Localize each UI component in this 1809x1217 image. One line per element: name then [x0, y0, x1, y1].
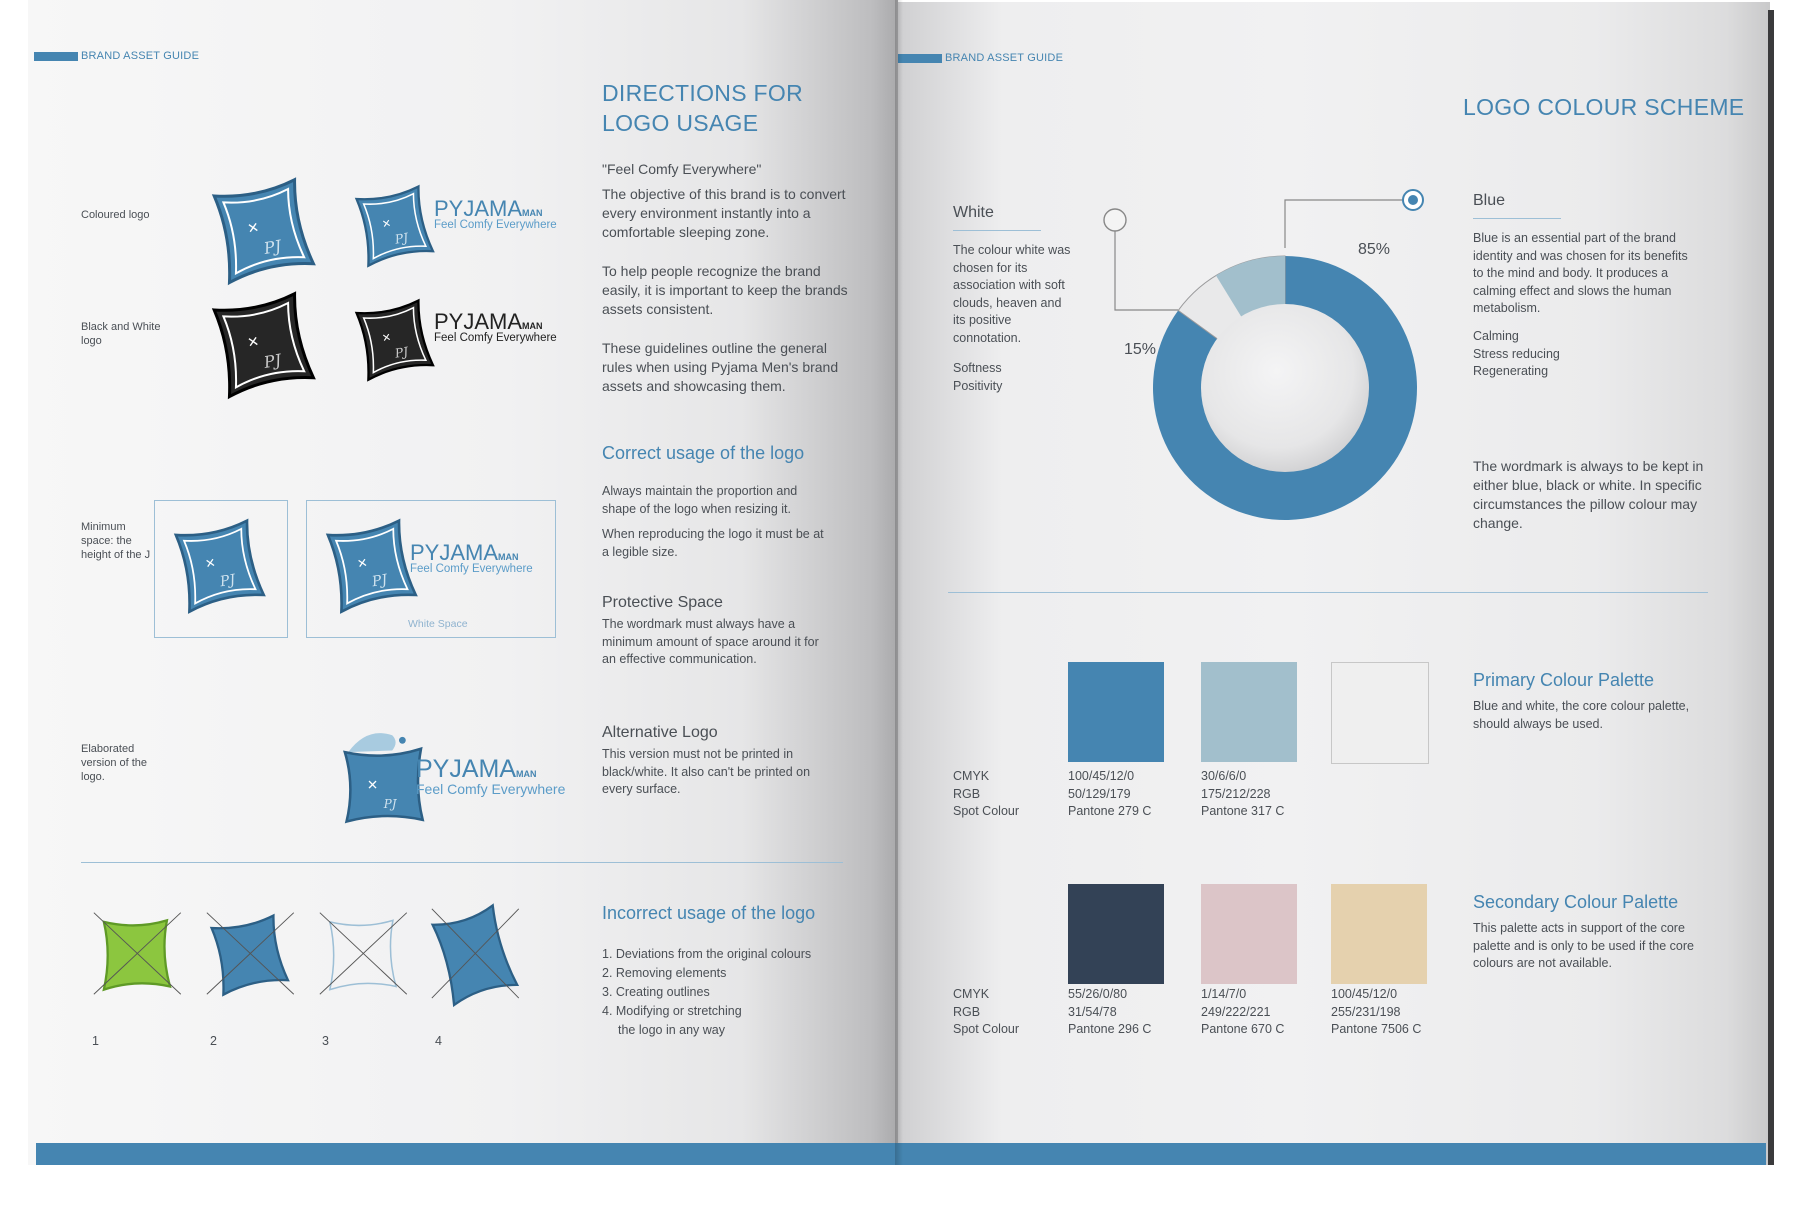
left-header [34, 50, 199, 62]
wordmark-tagline: Feel Comfy Everywhere [416, 781, 566, 797]
primary-spec-2 [1201, 768, 1284, 821]
wordmark-tagline: Feel Comfy Everywhere [410, 563, 533, 575]
swatch-primary-white [1331, 662, 1429, 764]
protective-title: Protective Space [602, 594, 723, 611]
svg-text:✕: ✕ [381, 216, 393, 231]
pillow-icon-blue-wordmark [348, 176, 448, 276]
intro-para1: The objective of this brand is to convert every environment instantly into a comfortable sleeping zone. [602, 186, 846, 240]
blue-leader-line [1285, 200, 1413, 248]
svg-text:PJ: PJ [218, 571, 237, 591]
incorrect-item: 3. Creating outlines [602, 985, 710, 999]
header-bar [898, 54, 942, 63]
wordmark-note: The wordmark is always to be kept in either blue, black or white. In specific circumstances the pillow colour may change. [1473, 458, 1704, 531]
right-header [898, 52, 1063, 64]
header-text: BRAND ASSET GUIDE [945, 52, 1064, 64]
spec-spot: Pantone 670 C [1201, 1022, 1285, 1036]
wordmark-man: MAN [516, 769, 537, 779]
spec-label: Spot Colour [953, 804, 1020, 818]
spec-cmyk: 30/6/6/0 [1201, 769, 1247, 783]
white-title: White [953, 204, 994, 221]
book-spine [895, 0, 903, 1165]
svg-text:PJ: PJ [393, 344, 410, 361]
white-trait: Softness [953, 361, 1002, 375]
svg-text:PJ: PJ [383, 797, 397, 811]
intro-para3: These guidelines outline the general rules when using Pyjama Men's brand assets and showcasing them. [602, 340, 839, 394]
incorrect-usage-list [602, 945, 811, 1040]
header-text: BRAND ASSET GUIDE [81, 50, 200, 62]
correct-usage-p1: Always maintain the proportion and shape of the logo when resizing it. [602, 484, 798, 516]
white-trait: Positivity [953, 378, 1003, 393]
spec-spot: Pantone 7506 C [1331, 1022, 1422, 1036]
incorrect-number-2: 2 [210, 1034, 217, 1048]
divider [948, 592, 1708, 593]
donut-center [1201, 304, 1369, 472]
spec-label: RGB [953, 786, 981, 801]
incorrect-item: 2. Removing elements [602, 966, 727, 980]
label-bw: Black and White logo [81, 321, 161, 347]
spec-spot: Pantone 317 C [1201, 804, 1285, 818]
pillow-icon-incorrect-2 [203, 905, 303, 1005]
intro-para2: To help people recognize the brand easily, it is important to keep the brands assets consistent. [602, 263, 848, 317]
incorrect-number-4: 4 [435, 1034, 442, 1048]
spec-cmyk: 100/45/12/0 [1068, 769, 1135, 783]
white-space-label: White Space [408, 618, 468, 630]
bottom-bar [898, 1143, 1766, 1165]
alt-logo-title: Alternative Logo [602, 724, 718, 741]
left-page [28, 0, 898, 1165]
spec-spot: Pantone 279 C [1068, 804, 1152, 818]
label-15: 15% [1124, 341, 1157, 358]
spec-cmyk: 100/45/12/0 [1331, 987, 1398, 1001]
blue-text: Blue is an essential part of the brand identity and was chosen for its benefits to the mind and body. It produces a calming effect and slows the human metabolism. [1473, 231, 1688, 315]
correct-usage-p2: When reproducing the logo it must be at a legible size. [602, 527, 824, 559]
primary-palette-text: Blue and white, the core colour palette, should always be used. [1473, 699, 1690, 731]
spec-rgb: 175/212/228 [1201, 786, 1271, 801]
secondary-spec-2 [1201, 986, 1284, 1039]
svg-text:✕: ✕ [366, 777, 379, 794]
slogan: "Feel Comfy Everywhere" [602, 161, 762, 177]
white-text: The colour white was chosen for its association with soft clouds, heaven and its positive connotation. [953, 243, 1071, 345]
pillow-icon-blue [203, 176, 333, 286]
incorrect-number-3: 3 [322, 1034, 329, 1048]
correct-usage-title: Correct usage of the logo [602, 443, 805, 463]
alt-logo-text: This version must not be printed in black/white. It also can't be printed on every surface. [602, 747, 811, 796]
label-85: 85% [1358, 241, 1391, 258]
svg-text:PJ: PJ [262, 236, 283, 258]
wordmark-text: PYJAMA [410, 540, 499, 565]
secondary-spec-3 [1331, 986, 1421, 1039]
swatch-primary-lightblue [1201, 662, 1297, 762]
spec-cmyk: 1/14/7/0 [1201, 987, 1247, 1001]
pillow-icon-black-wordmark [348, 290, 448, 390]
secondary-palette-text: This palette acts in support of the core palette and is only to be used if the core colours are not available. [1473, 921, 1694, 970]
secondary-spec-labels [953, 986, 1019, 1039]
primary-spec-1 [1068, 768, 1151, 821]
incorrect-item: 1. Deviations from the original colours [602, 947, 812, 961]
svg-text:✕: ✕ [246, 219, 261, 238]
wordmark-text: PYJAMA [434, 196, 523, 221]
svg-text:PJ: PJ [262, 350, 283, 372]
spec-rgb: 31/54/78 [1068, 1004, 1117, 1019]
wordmark-elaborated [416, 755, 565, 797]
swatch-secondary-sand [1331, 884, 1427, 984]
swatch-primary-blue [1068, 662, 1164, 762]
svg-text:✕: ✕ [246, 333, 261, 352]
label-minspace: Minimum space: the height of the J [81, 521, 151, 561]
svg-text:✕: ✕ [381, 330, 393, 345]
wordmark-minspace [410, 540, 533, 575]
pillow-icon-incorrect-3 [316, 905, 416, 1005]
spec-cmyk: 55/26/0/80 [1068, 987, 1128, 1001]
svg-text:✕: ✕ [204, 555, 217, 572]
protective-text: The wordmark must always have a minimum amount of space around it for an effective communication. [602, 617, 819, 666]
wordmark-tagline: Feel Comfy Everywhere [434, 219, 557, 231]
swatch-secondary-pink [1201, 884, 1297, 984]
wordmark-man: MAN [522, 208, 543, 218]
incorrect-item: the logo in any way [618, 1023, 726, 1037]
incorrect-number-1: 1 [92, 1034, 99, 1048]
page-title [602, 78, 803, 138]
spec-rgb: 255/231/198 [1331, 1004, 1401, 1019]
label-coloured: Coloured logo [81, 209, 150, 221]
primary-palette-title: Primary Colour Palette [1473, 670, 1655, 690]
blue-underline [1473, 218, 1561, 219]
blue-traits [1473, 328, 1560, 381]
primary-spec-labels [953, 768, 1019, 821]
wordmark-tagline: Feel Comfy Everywhere [434, 332, 557, 344]
incorrect-item: 4. Modifying or stretching [602, 1004, 742, 1018]
spec-label: CMYK [953, 987, 990, 1001]
blue-title: Blue [1473, 192, 1506, 209]
blue-trait: Regenerating [1473, 364, 1549, 378]
blue-trait: Calming [1473, 329, 1519, 343]
blue-marker-dot [1408, 195, 1418, 205]
title-line2: LOGO USAGE [602, 110, 759, 136]
bottom-bar [36, 1143, 898, 1165]
svg-text:PJ: PJ [393, 230, 410, 247]
white-underline [953, 230, 1041, 231]
page-title: LOGO COLOUR SCHEME [1463, 94, 1745, 120]
incorrect-usage-title: Incorrect usage of the logo [602, 903, 816, 923]
intro-text [602, 160, 852, 396]
white-leader-line [1115, 220, 1178, 310]
spec-label: CMYK [953, 769, 990, 783]
spec-rgb: 249/222/221 [1201, 1004, 1271, 1019]
wordmark-text: PYJAMA [416, 755, 517, 783]
white-traits [953, 360, 1002, 395]
label-elaborated: Elaborated version of the logo. [81, 743, 148, 783]
wordmark-man: MAN [522, 321, 543, 331]
pillow-icon-incorrect-1 [90, 905, 190, 1005]
right-page [898, 2, 1770, 1165]
wordmark-text: PYJAMA [434, 309, 523, 334]
secondary-spec-1 [1068, 986, 1151, 1039]
pillow-icon-black [203, 290, 333, 400]
header-bar [34, 52, 78, 61]
secondary-palette-title: Secondary Colour Palette [1473, 892, 1679, 912]
blue-trait: Stress reducing [1473, 346, 1560, 361]
book-edge [1768, 10, 1774, 1165]
spec-rgb: 50/129/179 [1068, 786, 1131, 801]
colour-donut-chart [1068, 182, 1428, 542]
svg-text:PJ: PJ [370, 571, 389, 591]
divider [81, 862, 843, 863]
wordmark-man: MAN [498, 552, 519, 562]
spec-spot: Pantone 296 C [1068, 1022, 1152, 1036]
white-marker-icon [1104, 209, 1126, 231]
spec-label: Spot Colour [953, 1022, 1020, 1036]
svg-text:✕: ✕ [356, 555, 369, 572]
swatch-secondary-navy [1068, 884, 1164, 984]
wordmark-coloured [434, 196, 557, 231]
title-line1: DIRECTIONS FOR [602, 80, 803, 106]
pillow-icon-minspace [166, 512, 281, 620]
pillow-icon-incorrect-4 [428, 900, 528, 1010]
spec-label: RGB [953, 1004, 981, 1019]
wordmark-black [434, 309, 557, 344]
